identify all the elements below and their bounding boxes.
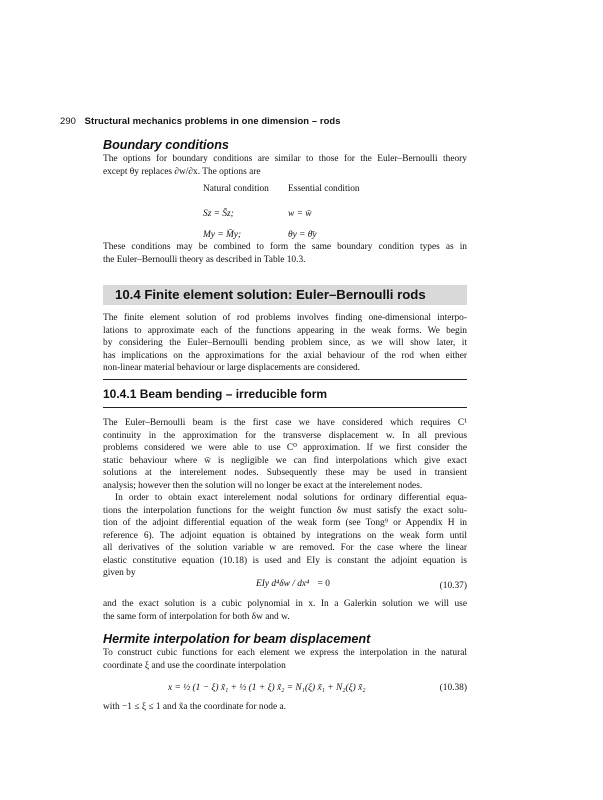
para2-line-4: reference 6). The adjoint equation is obtained by integrations on the weak form until [103, 530, 467, 541]
hermite-line-2-text: coordinate ξ and use the coordinate interpolation [103, 660, 286, 671]
para2-line-6: elastic constitutive equation (10.18) is used and EIy is constant the adjoint equation is [103, 555, 467, 566]
essential-condition-rotation: θy = θ̄y [288, 230, 317, 240]
para1-line-2: continuity in the approximation for the transverse displacement w. In all previous [103, 430, 467, 441]
natural-condition-moment: My = M̄y; [203, 230, 242, 240]
para1-line-5: solutions at the interelement nodes. Subsequently these may be used in transient [103, 468, 467, 478]
para1-line-6-text: analysis; however then the solution will no longer be exact at the interelement nodes. [103, 480, 423, 491]
boundary-intro-line-2 [103, 166, 467, 179]
section-intro [103, 312, 467, 375]
boundary-outro [103, 241, 467, 266]
page-number: 290 [60, 115, 76, 126]
equation-10-38: x = ½ (1 − ξ) x̃₁ + ½ (1 + ξ) x̃₂ = N₁(ξ) x̃₁ + N₂(ξ) x̃₂ [168, 683, 366, 693]
hermite-line-1: To construct cubic functions for each element we express the interpolation in the natural [103, 648, 467, 658]
section-line-4: has implications on the approximations for the axial behaviour of the rod when either [103, 350, 467, 361]
para2-line-7 [103, 567, 467, 580]
subsection-title: 10.4.1 Beam bending – irreducible form [103, 387, 328, 401]
para1-line-1: The Euler–Bernoulli beam is the first case we have considered which requires C¹ [103, 418, 467, 428]
para3-line-1: and the exact solution is a cubic polynomial in x. In a Galerkin solution we will use [103, 599, 467, 609]
boundary-outro-line-2 [103, 254, 467, 267]
para3-line-2-text: the same form of interpolation for both δw and w. [103, 611, 290, 622]
natural-condition-header: Natural condition [203, 184, 269, 194]
eq-1037-lhs: EIy d⁴δw / dx⁴ [256, 579, 310, 589]
subsection-para-3 [103, 598, 467, 623]
boundary-conditions-heading: Boundary conditions [103, 138, 229, 152]
hermite-intro [103, 647, 467, 672]
subsection-bottom-rule [103, 407, 467, 408]
equation-number-10-38: (10.38) [439, 683, 467, 693]
section-title: 10.4 Finite element solution: Euler–Bernoulli rods [115, 287, 426, 302]
equation-10-37 [256, 579, 330, 589]
hermite-heading: Hermite interpolation for beam displacement [103, 632, 371, 646]
section-line-2: lations to approximate each of the functions appearing in the weak forms. We begin [103, 325, 467, 336]
section-line-1: The finite element solution of rod problems involves finding one-dimensional interpo- [103, 313, 467, 323]
para3-line-2 [103, 611, 467, 624]
eq-1037-rhs: = 0 [317, 579, 330, 589]
para2-line-7-text: given by [103, 568, 136, 578]
subsection-top-rule [103, 379, 467, 380]
boundary-intro-line-2-text: except θy replaces ∂w/∂x. The options are [103, 166, 261, 177]
boundary-outro-line-2-text: the Euler–Bernoulli theory as described in Table 10.3. [103, 254, 306, 265]
section-line-5-text: non-linear material behaviour or large displacements are considered. [103, 363, 361, 373]
essential-condition-header: Essential condition [288, 184, 360, 194]
para2-line-2: tions the interpolation functions for the weight function δw must satisfy the exact solu- [103, 505, 467, 516]
hermite-tail-line [103, 701, 467, 714]
hermite-tail [103, 701, 467, 714]
boundary-intro [103, 153, 467, 178]
section-line-5 [103, 362, 467, 375]
essential-condition-displacement: w = w̄ [288, 209, 312, 219]
boundary-intro-line-1: The options for boundary conditions are similar to those for the Euler–Bernoulli theory [103, 154, 467, 164]
subsection-para-1 [103, 417, 467, 492]
para1-line-3: problems considered we were able to use C⁰ approximation. If we first consider the [103, 443, 467, 453]
hermite-line-2 [103, 660, 467, 673]
para1-line-4: static behaviour where w̄ is negligible we can find interpolations which give exact [103, 455, 467, 466]
running-head-title: Structural mechanics problems in one dimension – rods [84, 115, 341, 126]
natural-condition-shear: Sz = S̄z; [203, 209, 234, 219]
running-head [60, 115, 341, 126]
hermite-tail-text: with −1 ≤ ξ ≤ 1 and x̃a the coordinate for node a. [103, 702, 286, 712]
equation-number-10-37: (10.37) [439, 581, 467, 591]
section-line-3: by considering the Euler–Bernoulli bending problem since, as we will show later, it [103, 338, 467, 348]
boundary-outro-line-1: These conditions may be combined to form the same boundary condition types as in [103, 242, 467, 252]
para2-line-3: tion of the adjoint differential equation of the weak form (see Tong⁹ or Appendix H in [103, 518, 467, 528]
para2-line-1: In order to obtain exact interelement nodal solutions for ordinary differential equa- [115, 493, 467, 503]
para2-line-5: all derivatives of the solution variable w are removed. For the case where the linear [103, 543, 467, 553]
para1-line-6 [103, 480, 467, 493]
subsection-para-2 [103, 492, 467, 580]
